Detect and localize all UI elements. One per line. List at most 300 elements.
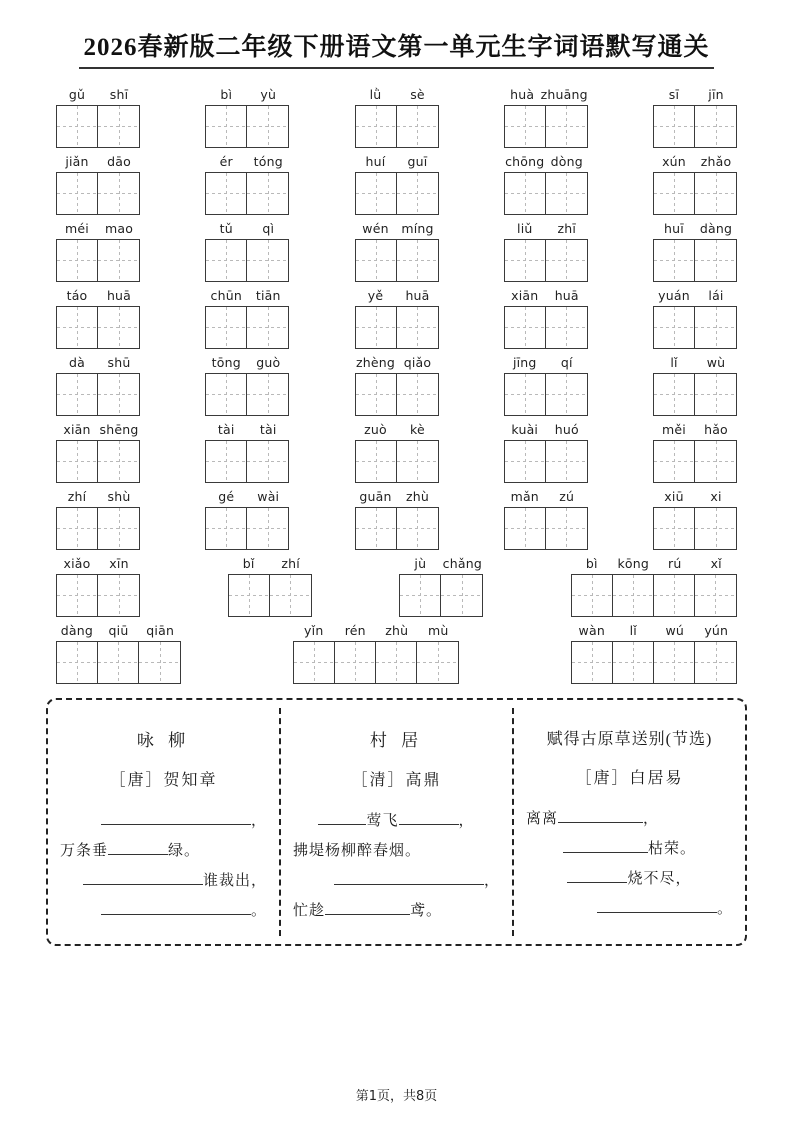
pinyin-syllable: dòng [550,153,583,169]
tianzige-cell[interactable] [613,642,654,683]
tianzige-cell[interactable] [505,173,546,214]
pinyin-syllable: kuài [511,421,539,437]
tianzige-boxes[interactable] [653,440,737,483]
pinyin-syllable: wài [257,488,280,504]
word-row [56,422,737,483]
tianzige-cell[interactable] [654,575,695,616]
pinyin-row [653,288,737,304]
tianzige-cell[interactable] [356,374,397,415]
tianzige-cell[interactable] [505,307,546,348]
tianzige-cell[interactable] [546,307,587,348]
tianzige-cell[interactable] [654,508,695,549]
tianzige-cell[interactable] [206,240,247,281]
tianzige-boxes[interactable] [504,373,588,416]
tianzige-cell[interactable] [654,240,695,281]
answer-blank[interactable] [558,807,643,823]
pinyin-syllable: zhù [385,622,409,638]
tianzige-boxes[interactable] [504,105,588,148]
tianzige-boxes[interactable] [205,306,289,349]
tianzige-cell[interactable] [206,508,247,549]
word-entry [205,489,289,550]
tianzige-boxes[interactable] [399,574,483,617]
answer-blank[interactable] [567,867,627,883]
tianzige-boxes[interactable] [653,507,737,550]
tianzige-cell[interactable] [247,508,288,549]
pinyin-syllable: guò [256,354,281,370]
tianzige-cell[interactable] [654,441,695,482]
tianzige-cell[interactable] [695,240,736,281]
tianzige-boxes[interactable] [355,306,439,349]
tianzige-boxes[interactable] [504,507,588,550]
poem-line: 烧不尽， [526,864,733,894]
word-entry [504,422,588,483]
poem-line: 。 [526,894,733,924]
tianzige-cell[interactable] [98,307,139,348]
word-entry [504,355,588,416]
pinyin-row [56,623,181,639]
tianzige-boxes[interactable] [504,172,588,215]
tianzige-cell[interactable] [57,307,98,348]
pinyin-row [653,221,737,237]
tianzige-boxes[interactable] [56,507,140,550]
tianzige-cell[interactable] [270,575,311,616]
poem-yongliu [48,708,281,936]
pinyin-syllable: wú [665,622,685,638]
pinyin-row [56,221,140,237]
pinyin-row [355,288,439,304]
tianzige-boxes[interactable] [205,507,289,550]
pinyin-row [653,355,737,371]
pinyin-row [653,87,737,103]
tianzige-cell[interactable] [57,173,98,214]
pinyin-syllable: shū [107,354,131,370]
tianzige-cell[interactable] [695,374,736,415]
tianzige-boxes[interactable] [205,440,289,483]
tianzige-boxes[interactable] [653,306,737,349]
poem-title: 赋得古原草送别(节选) [546,730,713,748]
word-entry [56,489,140,550]
tianzige-cell[interactable] [294,642,335,683]
pinyin-row [504,355,588,371]
word-entry [653,87,737,148]
pinyin-syllable: zhí [281,555,300,571]
poem-title: 村 居 [369,730,424,750]
word-entry [56,355,140,416]
pinyin-syllable: zhèng [355,354,396,370]
word-entry [56,154,140,215]
pinyin-syllable: lǐ [670,354,678,370]
pinyin-syllable: dàng [60,622,93,638]
answer-blank[interactable] [83,869,203,885]
word-entry [56,422,140,483]
pinyin-syllable: tóng [253,153,283,169]
pinyin-syllable: bǐ [242,555,255,571]
tianzige-boxes[interactable] [56,373,140,416]
pinyin-syllable: zú [559,488,575,504]
tianzige-cell[interactable] [397,508,438,549]
pinyin-row [56,556,140,572]
tianzige-cell[interactable] [417,642,458,683]
pinyin-syllable: míng [401,220,434,236]
tianzige-cell[interactable] [441,575,482,616]
word-entry [653,355,737,416]
tianzige-cell[interactable] [572,642,613,683]
page-footer: 第1页，共8页 [355,1089,438,1104]
tianzige-cell[interactable] [247,307,288,348]
pinyin-syllable: chūn [210,287,242,303]
tianzige-cell[interactable] [695,106,736,147]
tianzige-cell[interactable] [397,173,438,214]
word-entry [355,355,439,416]
tianzige-boxes[interactable] [293,641,459,684]
pinyin-syllable: yún [704,622,729,638]
tianzige-boxes[interactable] [228,574,312,617]
word-entry [504,154,588,215]
tianzige-cell[interactable] [57,508,98,549]
pinyin-row [293,623,459,639]
pinyin-row [504,422,588,438]
poem-line: 莺飞 ， [293,806,500,836]
word-entry [355,489,439,550]
tianzige-cell[interactable] [695,508,736,549]
answer-blank[interactable] [563,837,648,853]
tianzige-cell[interactable] [356,173,397,214]
pinyin-row [205,154,289,170]
pinyin-row [571,623,737,639]
tianzige-cell[interactable] [613,575,654,616]
tianzige-boxes[interactable] [205,105,289,148]
word-entry [504,221,588,282]
tianzige-cell[interactable] [98,173,139,214]
answer-blank[interactable] [399,809,459,825]
tianzige-cell[interactable] [654,642,695,683]
pinyin-syllable: guān [359,488,392,504]
tianzige-boxes[interactable] [653,105,737,148]
tianzige-boxes[interactable] [56,440,140,483]
poem-author: ［唐］贺知章 [109,771,218,789]
page-title: 2026春新版二年级下册语文第一单元生字词语默写通关 [79,34,713,69]
tianzige-cell[interactable] [98,508,139,549]
pinyin-syllable: jù [414,555,427,571]
pinyin-syllable: gǔ [68,86,86,102]
tianzige-boxes[interactable] [205,373,289,416]
tianzige-cell[interactable] [98,106,139,147]
tianzige-boxes[interactable] [56,574,140,617]
pinyin-syllable: huà [510,86,535,102]
tianzige-cell[interactable] [695,642,736,683]
pinyin-syllable: tiān [255,287,281,303]
word-entry [56,288,140,349]
word-entry [653,288,737,349]
tianzige-cell[interactable] [572,575,613,616]
tianzige-boxes[interactable] [355,440,439,483]
tianzige-boxes[interactable] [504,239,588,282]
pinyin-syllable: shù [107,488,131,504]
tianzige-cell[interactable] [57,374,98,415]
tianzige-boxes[interactable] [355,105,439,148]
tianzige-boxes[interactable] [504,306,588,349]
tianzige-cell[interactable] [397,240,438,281]
tianzige-boxes[interactable] [355,373,439,416]
pinyin-syllable: zhí [67,488,87,504]
tianzige-cell[interactable] [397,374,438,415]
answer-blank[interactable] [597,897,717,913]
pinyin-syllable: wù [706,354,726,370]
word-entry [355,288,439,349]
word-entry [355,154,439,215]
tianzige-cell[interactable] [397,307,438,348]
pinyin-syllable: yuán [658,287,690,303]
word-entry [205,87,289,148]
tianzige-boxes[interactable] [56,306,140,349]
pinyin-syllable: lái [708,287,724,303]
pinyin-syllable: bì [585,555,598,571]
tianzige-boxes[interactable] [205,239,289,282]
tianzige-boxes[interactable] [571,641,737,684]
word-entry [205,355,289,416]
word-entry [653,489,737,550]
tianzige-cell[interactable] [546,441,587,482]
pinyin-row [228,556,312,572]
tianzige-boxes[interactable] [56,641,181,684]
tianzige-cell[interactable] [546,508,587,549]
pinyin-syllable: chǎng [442,555,482,571]
word-entry [355,87,439,148]
pinyin-syllable: mǎn [510,488,539,504]
tianzige-boxes[interactable] [205,172,289,215]
tianzige-cell[interactable] [247,240,288,281]
pinyin-syllable: mù [428,622,449,638]
tianzige-cell[interactable] [98,575,139,616]
tianzige-cell[interactable] [695,575,736,616]
tianzige-boxes[interactable] [56,239,140,282]
pinyin-row [504,221,588,237]
tianzige-cell[interactable] [206,106,247,147]
tianzige-cell[interactable] [505,106,546,147]
pinyin-row [205,288,289,304]
tianzige-cell[interactable] [57,575,98,616]
answer-blank[interactable] [108,839,168,855]
tianzige-cell[interactable] [57,441,98,482]
tianzige-boxes[interactable] [56,105,140,148]
tianzige-cell[interactable] [654,307,695,348]
tianzige-boxes[interactable] [56,172,140,215]
pinyin-syllable: táo [66,287,88,303]
answer-blank[interactable] [334,869,484,885]
tianzige-cell[interactable] [206,307,247,348]
poem-line: 谁裁出， [60,866,267,896]
poem-line: 忙趁 鸢。 [293,896,500,926]
pinyin-syllable: sè [410,86,425,102]
word-entry [504,489,588,550]
pinyin-syllable: shēng [99,421,139,437]
tianzige-cell[interactable] [206,173,247,214]
pinyin-syllable: huā [405,287,430,303]
pinyin-syllable: xǐ [710,555,722,571]
tianzige-cell[interactable] [505,374,546,415]
pinyin-syllable: tōng [211,354,241,370]
tianzige-cell[interactable] [98,642,139,683]
word-entry [56,556,140,617]
pinyin-syllable: xiān [511,287,539,303]
tianzige-cell[interactable] [57,240,98,281]
pinyin-row [56,87,140,103]
tianzige-cell[interactable] [57,106,98,147]
title-container [0,0,793,69]
pinyin-syllable: lǐ [629,622,637,638]
poem-fudegu [514,708,745,936]
pinyin-syllable: zuò [364,421,387,437]
pinyin-syllable: tài [259,421,277,437]
tianzige-cell[interactable] [57,642,98,683]
pinyin-syllable: kè [410,421,425,437]
pinyin-row [504,489,588,505]
tianzige-cell[interactable] [695,441,736,482]
pinyin-syllable: rén [344,622,366,638]
word-entry [399,556,483,617]
tianzige-cell[interactable] [654,374,695,415]
tianzige-cell[interactable] [400,575,441,616]
tianzige-cell[interactable] [546,374,587,415]
word-entry [205,221,289,282]
tianzige-cell[interactable] [397,441,438,482]
tianzige-cell[interactable] [247,441,288,482]
pinyin-syllable: yù [260,86,277,102]
answer-blank[interactable] [325,899,410,915]
pinyin-row [355,422,439,438]
pinyin-syllable: rú [667,555,682,571]
poem-line: 拂堤杨柳醉春烟。 [293,842,422,859]
poem-line: 。 [60,896,267,926]
tianzige-boxes[interactable] [355,507,439,550]
tianzige-cell[interactable] [356,441,397,482]
word-entry [571,623,737,684]
tianzige-cell[interactable] [397,106,438,147]
word-row [56,556,737,617]
pinyin-row [56,288,140,304]
pinyin-syllable: mao [104,220,134,236]
pinyin-syllable: yě [367,287,384,303]
pinyin-syllable: huí [365,153,386,169]
tianzige-boxes[interactable] [571,574,737,617]
tianzige-cell[interactable] [206,374,247,415]
pinyin-row [205,355,289,371]
word-entry [56,87,140,148]
pinyin-row [56,422,140,438]
answer-blank[interactable] [101,809,251,825]
tianzige-cell[interactable] [335,642,376,683]
tianzige-cell[interactable] [654,106,695,147]
pinyin-syllable: wén [362,220,389,236]
pinyin-syllable: yǐn [304,622,324,638]
tianzige-cell[interactable] [229,575,270,616]
pinyin-syllable: zhuāng [540,86,588,102]
poem-section [46,698,747,946]
pinyin-row [399,556,483,572]
pinyin-row [355,221,439,237]
tianzige-cell[interactable] [247,374,288,415]
poem-title: 咏 柳 [136,730,191,750]
answer-blank[interactable] [101,899,251,915]
pinyin-syllable: hǎo [704,421,728,437]
pinyin-syllable: guī [407,153,428,169]
word-entry [355,422,439,483]
pinyin-syllable: qiān [146,622,175,638]
word-row [56,288,737,349]
tianzige-boxes[interactable] [653,373,737,416]
tianzige-cell[interactable] [247,106,288,147]
word-entry [653,422,737,483]
word-entry [228,556,312,617]
tianzige-cell[interactable] [356,240,397,281]
tianzige-boxes[interactable] [355,172,439,215]
pinyin-syllable: huā [106,287,132,303]
tianzige-cell[interactable] [356,508,397,549]
tianzige-cell[interactable] [247,173,288,214]
tianzige-cell[interactable] [139,642,180,683]
tianzige-cell[interactable] [546,106,587,147]
pinyin-syllable: tǔ [219,220,233,236]
tianzige-boxes[interactable] [653,239,737,282]
tianzige-cell[interactable] [98,374,139,415]
pinyin-syllable: qiǎo [403,354,432,370]
pinyin-syllable: liǔ [517,220,533,236]
tianzige-cell[interactable] [98,240,139,281]
word-row [56,623,737,684]
tianzige-cell[interactable] [546,173,587,214]
tianzige-cell[interactable] [695,307,736,348]
tianzige-cell[interactable] [206,441,247,482]
word-entry [205,422,289,483]
pinyin-row [355,355,439,371]
pinyin-row [504,154,588,170]
pinyin-syllable: zhǎo [700,153,732,169]
pinyin-row [504,87,588,103]
pinyin-syllable: bì [220,86,233,102]
pinyin-syllable: měi [662,421,686,437]
word-row [56,87,737,148]
pinyin-syllable: zhù [405,488,429,504]
tianzige-cell[interactable] [356,307,397,348]
pinyin-syllable: shī [109,86,129,102]
tianzige-boxes[interactable] [653,172,737,215]
tianzige-cell[interactable] [505,508,546,549]
pinyin-syllable: xiū [664,488,684,504]
pinyin-row [56,154,140,170]
tianzige-cell[interactable] [505,441,546,482]
tianzige-boxes[interactable] [504,440,588,483]
tianzige-cell[interactable] [505,240,546,281]
word-row [56,489,737,550]
word-row [56,355,737,416]
tianzige-cell[interactable] [654,173,695,214]
pinyin-row [56,355,140,371]
tianzige-cell[interactable] [356,106,397,147]
answer-blank[interactable] [318,809,366,825]
tianzige-cell[interactable] [376,642,417,683]
poem-line: ， [60,806,267,836]
tianzige-cell[interactable] [98,441,139,482]
pinyin-syllable: dàng [699,220,733,236]
tianzige-cell[interactable] [695,173,736,214]
tianzige-cell[interactable] [546,240,587,281]
word-entry [653,154,737,215]
poem-author: ［唐］白居易 [575,769,684,787]
pinyin-syllable: ér [219,153,233,169]
tianzige-boxes[interactable] [355,239,439,282]
word-grid [0,87,793,684]
word-entry [504,87,588,148]
